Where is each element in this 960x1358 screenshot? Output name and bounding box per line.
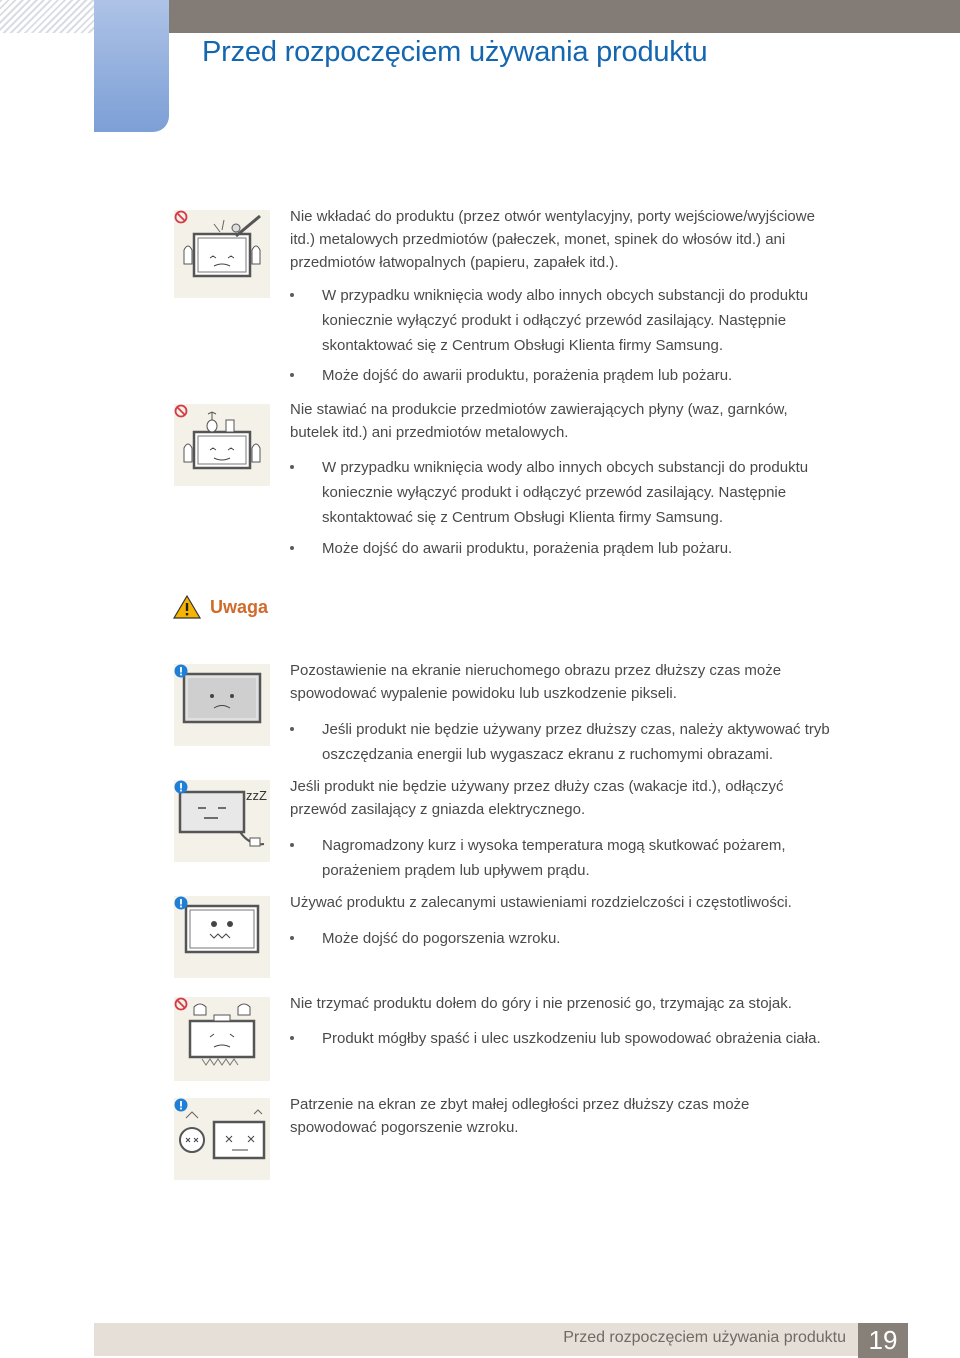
bullet-list: [290, 455, 860, 561]
bullet-item: Nagromadzony kurz i wysoka temperatura mogą skutkować pożarem, porażeniem prądem lub upływem prądu.: [290, 833, 860, 883]
section-text-line: itd.) metalowych przedmiotów (pałeczek, monet, spinek do włosów itd.) ani: [290, 231, 786, 248]
bullet-item: Produkt mógłby spaść i ulec uszkodzeniu lub spowodować obrażenia ciała.: [290, 1026, 860, 1051]
section-text-line: spowodować pogorszenie wzroku.: [290, 1119, 519, 1136]
section-text-line: Jeśli produkt nie będzie używany przez dłuży czas (wakacje itd.), odłączyć: [290, 778, 784, 795]
prohibited-icon: [174, 404, 188, 418]
tv-with-hands-icon: [174, 210, 270, 298]
section-resolution: [290, 891, 860, 951]
section-text-line: Używać produktu z zalecanymi ustawieniami rozdzielczości i częstotliwości.: [290, 894, 792, 911]
liquids-illustration: [174, 404, 270, 486]
section-metal-objects: [290, 205, 860, 388]
section-text-line: przedmiotów łatwopalnych (papieru, zapałek itd.).: [290, 254, 619, 271]
page-title: Przed rozpoczęciem używania produktu: [202, 36, 708, 68]
header-bar: [169, 0, 960, 33]
resolution-illustration: [174, 896, 270, 978]
notice-icon: [174, 896, 188, 910]
header-hatch-pattern: [0, 0, 94, 33]
section-unplug: [290, 775, 860, 883]
notice-icon: [174, 664, 188, 678]
tv-strained-face-icon: [174, 896, 270, 978]
bullet-list: [290, 926, 860, 951]
viewing-distance-illustration: [174, 1098, 270, 1180]
tv-with-vase-icon: [174, 404, 270, 486]
bullet-item: Może dojść do awarii produktu, porażenia prądem lub pożaru.: [290, 363, 860, 388]
section-burn-in: [290, 659, 860, 767]
warning-triangle-icon: [172, 594, 202, 620]
section-text-line: butelek itd.) ani przedmiotów metalowych.: [290, 424, 569, 441]
section-text-line: Patrzenie na ekran ze zbyt małej odległości przez dłuższy czas może: [290, 1096, 750, 1113]
bullet-item: W przypadku wniknięcia wody albo innych obcych substancji do produktu koniecznie wyłączyć produkt i odłączyć przewód zasilający. Następnie skontaktować się z Centrum Obsługi Klienta firmy Samsung.: [290, 283, 860, 358]
bullet-item: W przypadku wniknięcia wody albo innych obcych substancji do produktu koniecznie wyłączyć produkt i odłączyć przewód zasilający. Następnie skontaktować się z Centrum Obsługi Klienta firmy Samsung.: [290, 455, 860, 530]
tv-sleeping-icon: [174, 780, 270, 862]
bullet-list: [290, 717, 860, 767]
section-text-line: spowodować wypalenie powidoku lub uszkodzenie pikseli.: [290, 685, 677, 702]
notice-icon: [174, 780, 188, 794]
section-text-line: Nie stawiać na produkcie przedmiotów zawierających płyny (waz, garnków,: [290, 401, 788, 418]
unplug-illustration: [174, 780, 270, 862]
burn-in-illustration: [174, 664, 270, 746]
caution-heading: [172, 594, 268, 620]
section-text-line: Pozostawienie na ekranie nieruchomego obrazu przez dłuższy czas może: [290, 662, 782, 679]
tv-upside-down-icon: [174, 997, 270, 1081]
section-text-line: przewód zasilający z gniazda elektrycznego.: [290, 801, 586, 818]
prohibited-icon: [174, 997, 188, 1011]
bullet-item: Może dojść do awarii produktu, porażenia prądem lub pożaru.: [290, 536, 860, 561]
viewer-close-to-tv-icon: [174, 1098, 270, 1180]
section-upside-down: [290, 992, 860, 1051]
section-viewing-distance: [290, 1093, 860, 1139]
metal-objects-illustration: [174, 210, 270, 298]
tv-static-image-icon: [174, 664, 270, 746]
bullet-list: [290, 283, 860, 388]
footer-title: Przed rozpoczęciem używania produktu: [563, 1329, 846, 1346]
notice-icon: [174, 1098, 188, 1112]
bullet-list: [290, 833, 860, 883]
prohibited-icon: [174, 210, 188, 224]
bullet-list: [290, 1026, 860, 1051]
section-liquids: [290, 398, 860, 561]
caution-label: Uwaga: [210, 596, 269, 617]
illustration-zzz-text: zzZ: [246, 788, 267, 803]
bullet-item: Może dojść do pogorszenia wzroku.: [290, 926, 860, 951]
section-text-line: Nie wkładać do produktu (przez otwór wentylacyjny, porty wejściowe/wyjściowe: [290, 208, 815, 225]
section-text-line: Nie trzymać produktu dołem do góry i nie przenosić go, trzymając za stojak.: [290, 995, 792, 1012]
upside-down-illustration: [174, 997, 270, 1081]
bullet-item: Jeśli produkt nie będzie używany przez dłuższy czas, należy aktywować tryb oszczędzania energii lub wygaszacz ekranu z ruchomymi obrazami.: [290, 717, 860, 767]
page-number: 19: [858, 1323, 908, 1358]
header-tab: [94, 0, 169, 132]
